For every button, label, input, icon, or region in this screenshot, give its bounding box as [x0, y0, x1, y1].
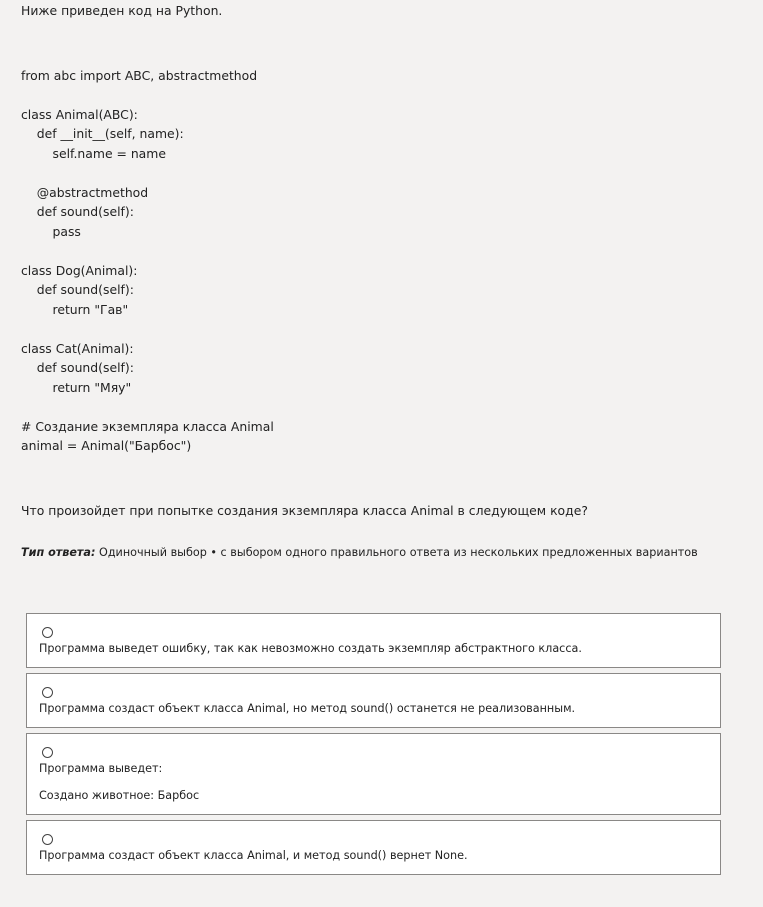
answer-option-text: Программа создаст объект класса Animal, и метод sound() вернет None.	[39, 849, 468, 862]
radio-button[interactable]	[42, 627, 53, 638]
answer-options	[26, 613, 721, 880]
code-line	[21, 241, 743, 261]
answer-option[interactable]	[26, 820, 721, 875]
code-line: def sound(self):	[21, 360, 134, 375]
answer-option-text: Создано животное: Барбос	[39, 789, 200, 802]
answer-type-label: Тип ответа:	[21, 546, 96, 559]
code-line: class Dog(Animal):	[21, 262, 138, 278]
answer-option-text: Программа создаст объект класса Animal, но метод sound() останется не реализованным.	[39, 702, 576, 715]
intro-text: Ниже приведен код на Python.	[21, 3, 223, 18]
code-line: # Создание экземпляра класса Animal	[21, 418, 274, 434]
answer-type-value: Одиночный выбор • с выбором одного правильного ответа из нескольких предложенных вариантов	[99, 546, 698, 559]
code-line	[21, 163, 743, 183]
answer-option-text: Программа выведет ошибку, так как невозможно создать экземпляр абстрактного класса.	[39, 642, 582, 655]
code-line: @abstractmethod	[21, 184, 149, 200]
answer-option-text: Программа выведет:	[39, 762, 163, 775]
code-line	[21, 85, 743, 105]
code-line: pass	[21, 223, 81, 239]
quiz-content	[21, 1, 743, 561]
code-line: self.name = name	[21, 145, 166, 161]
code-block	[21, 66, 743, 456]
code-line	[21, 397, 743, 417]
answer-option[interactable]	[26, 733, 721, 815]
answer-type	[21, 545, 743, 561]
code-line: def __init__(self, name):	[21, 126, 184, 141]
answer-option[interactable]	[26, 673, 721, 728]
radio-button[interactable]	[42, 747, 53, 758]
question-text: Что произойдет при попытке создания экземпляра класса Animal в следующем коде?	[21, 502, 588, 518]
answer-option[interactable]	[26, 613, 721, 668]
code-line: animal = Animal("Барбос")	[21, 438, 192, 453]
code-line	[21, 319, 743, 339]
code-line: return "Мяу"	[21, 379, 132, 395]
code-line: def sound(self):	[21, 282, 134, 297]
code-line: def sound(self):	[21, 204, 134, 219]
code-line: class Animal(ABC):	[21, 106, 138, 122]
code-line: from abc import ABC, abstractmethod	[21, 67, 258, 83]
radio-button[interactable]	[42, 834, 53, 845]
code-line: class Cat(Animal):	[21, 340, 134, 356]
radio-button[interactable]	[42, 687, 53, 698]
code-line: return "Гав"	[21, 301, 129, 317]
